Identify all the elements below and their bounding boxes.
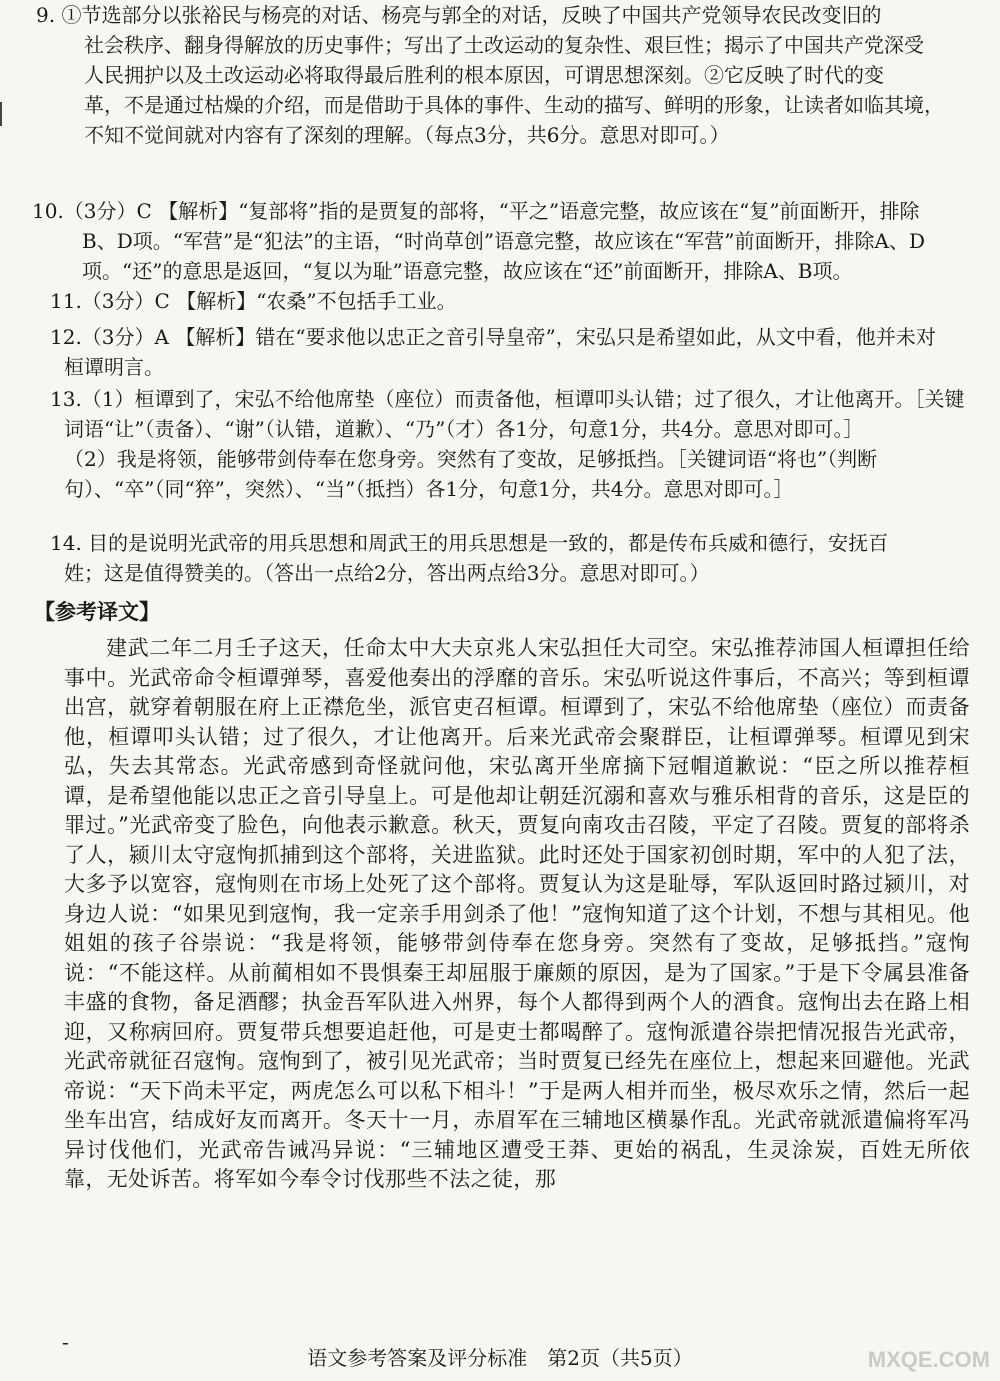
answer-line: 11.（3分）C 【解析】“农桑”不包括手工业。 <box>50 289 457 313</box>
answer-line: 句）、“卒”（同“猝”，突然）、“当”（抵挡）各1分，句意1分，共4分。意思对即可。］ <box>64 477 794 501</box>
answer-line: 项。“还”的意思是返回，“复以为耻”语意完整，故应该在“还”前面断开，排除A、B项。 <box>82 259 853 283</box>
answer-line: 姓；这是值得赞美的。（答出一点给2分，答出两点给3分。意思对即可。） <box>64 561 710 585</box>
answer-line: 人民拥护以及土改运动必将取得最后胜利的根本原因，可谓思想深刻。②它反映了时代的变 <box>84 63 884 87</box>
answer-line: 14. 目的是说明光武帝的用兵思想和周武王的用兵思想是一致的，都是传布兵威和德行，安抚百 <box>50 531 889 555</box>
answer-line: 13.（1）桓谭到了，宋弘不给他席垫（座位）而责备他，桓谭叩头认错；过了很久，才让他离开。［关键 <box>50 387 965 411</box>
answer-9 <box>36 0 976 150</box>
reference-translation-text: 建武二年二月壬子这天，任命太中大夫京兆人宋弘担任大司空。宋弘推荐沛国人桓谭担任给事中。光武帝命令桓谭弹琴，喜爱他奏出的浮靡的音乐。宋弘听说这件事后，不高兴；等到桓谭出宫，就穿着朝服在府上正襟危坐，派官吏召桓谭。桓谭到了，宋弘不给他席垫（座位）而责备他，桓谭叩头认错；过了很久，才让他离开。后来光武帝会聚群臣，让桓谭弹琴。桓谭见到宋弘，失去其常态。光武帝感到奇怪就问他，宋弘离开坐席摘下冠帽道歉说：“臣之所以推荐桓谭，是希望他能以忠正之音引导皇上。可是他却让朝廷沉溺和喜欢与雅乐相背的音乐，这是臣的罪过。”光武帝变了脸色，向他表示歉意。秋天，贾复向南攻击召陵，平定了召陵。贾复的部将杀了人，颍川太守寇恂抓捕到这个部将，关进监狱。此时还处于国家初创时期，军中的人犯了法，大多予以宽容，寇恂则在市场上处死了这个部将。贾复认为这是耻辱，军队返回时路过颍川，对身边人说：“如果见到寇恂，我一定亲手用剑杀了他！”寇恂知道了这个计划，不想与其相见。他姐姐的孩子谷崇说：“我是将领，能够带剑侍奉在您身旁。突然有了变故，足够抵挡。”寇恂说：“不能这样。从前蔺相如不畏惧秦王却屈服于廉颇的原因，是为了国家。”于是下令属县准备丰盛的食物，备足酒醪；执金吾军队进入州界，每个人都得到两个人的酒食。寇恂出去在路上相迎，又称病回府。贾复带兵想要追赶他，可是吏士都喝醉了。寇恂派遣谷崇把情况报告光武帝，光武帝就征召寇恂。寇恂到了，被引见光武帝；当时贾复已经先在座位上，想起来回避他。光武帝说：“天下尚未平定，两虎怎么可以私下相斗！”于是两人相并而坐，极尽欢乐之情，然后一起坐车出宫，结成好友而离开。冬天十一月，赤眉军在三辅地区横暴作乱。光武帝就派遣偏将军冯异讨伐他们，光武帝告诫冯异说：“三辅地区遭受王莽、更始的祸乱，生灵涂炭，百姓无所依靠，无处诉苦。将军如今奉令讨伐那些不法之徒，那 <box>64 636 970 1191</box>
answer-line: 不知不觉间就对内容有了深刻的理解。（每点3分，共6分。意思对即可。） <box>84 123 730 147</box>
watermark-logo: MXQE.COM <box>867 1347 990 1372</box>
answer-line: 桓谭明言。 <box>64 355 164 379</box>
reference-translation-heading: 【参考译文】 <box>34 599 160 624</box>
answer-13 <box>50 384 978 504</box>
footer-dash: - <box>62 1330 69 1354</box>
answer-line: 10.（3分）C 【解析】“复部将”指的是贾复的部将，“平之”语意完整，故应该在“复”前面断开，排除 <box>32 199 920 223</box>
answer-12 <box>50 322 974 382</box>
answer-line: 12.（3分）A 【解析】错在“要求他以忠正之音引导皇帝”，宋弘只是希望如此，从文中看，他并未对 <box>50 325 936 349</box>
binding-mark <box>0 102 6 126</box>
answer-11 <box>50 286 970 316</box>
answer-line: 9. ①节选部分以张裕民与杨亮的对话、杨亮与郭全的对话，反映了中国共产党领导农民改变旧的 <box>36 3 882 27</box>
page-footer: 语文参考答案及评分标准 第2页（共5页） <box>307 1346 693 1370</box>
answer-line: B、D项。“军营”是“犯法”的主语，“时尚草创”语意完整，故应该在“军营”前面断开，排除A、D <box>82 229 926 253</box>
answer-line: 社会秩序、翻身得解放的历史事件；写出了土改运动的复杂性、艰巨性；揭示了中国共产党深受 <box>84 33 924 57</box>
answer-line: 词语“让”（责备）、“谢”（认错，道歉）、“乃”（才）各1分，句意1分，共4分。意思对即可。］ <box>64 417 864 441</box>
answer-10 <box>32 196 976 286</box>
answer-line: 革，不是通过枯燥的介绍，而是借助于具体的事件、生动的描写、鲜明的形象，让读者如临其境， <box>84 93 944 117</box>
answer-line: （2）我是将领，能够带剑侍奉在您身旁。突然有了变故，足够抵挡。［关键词语“将也”（判断 <box>64 447 878 471</box>
answer-14 <box>50 528 974 588</box>
